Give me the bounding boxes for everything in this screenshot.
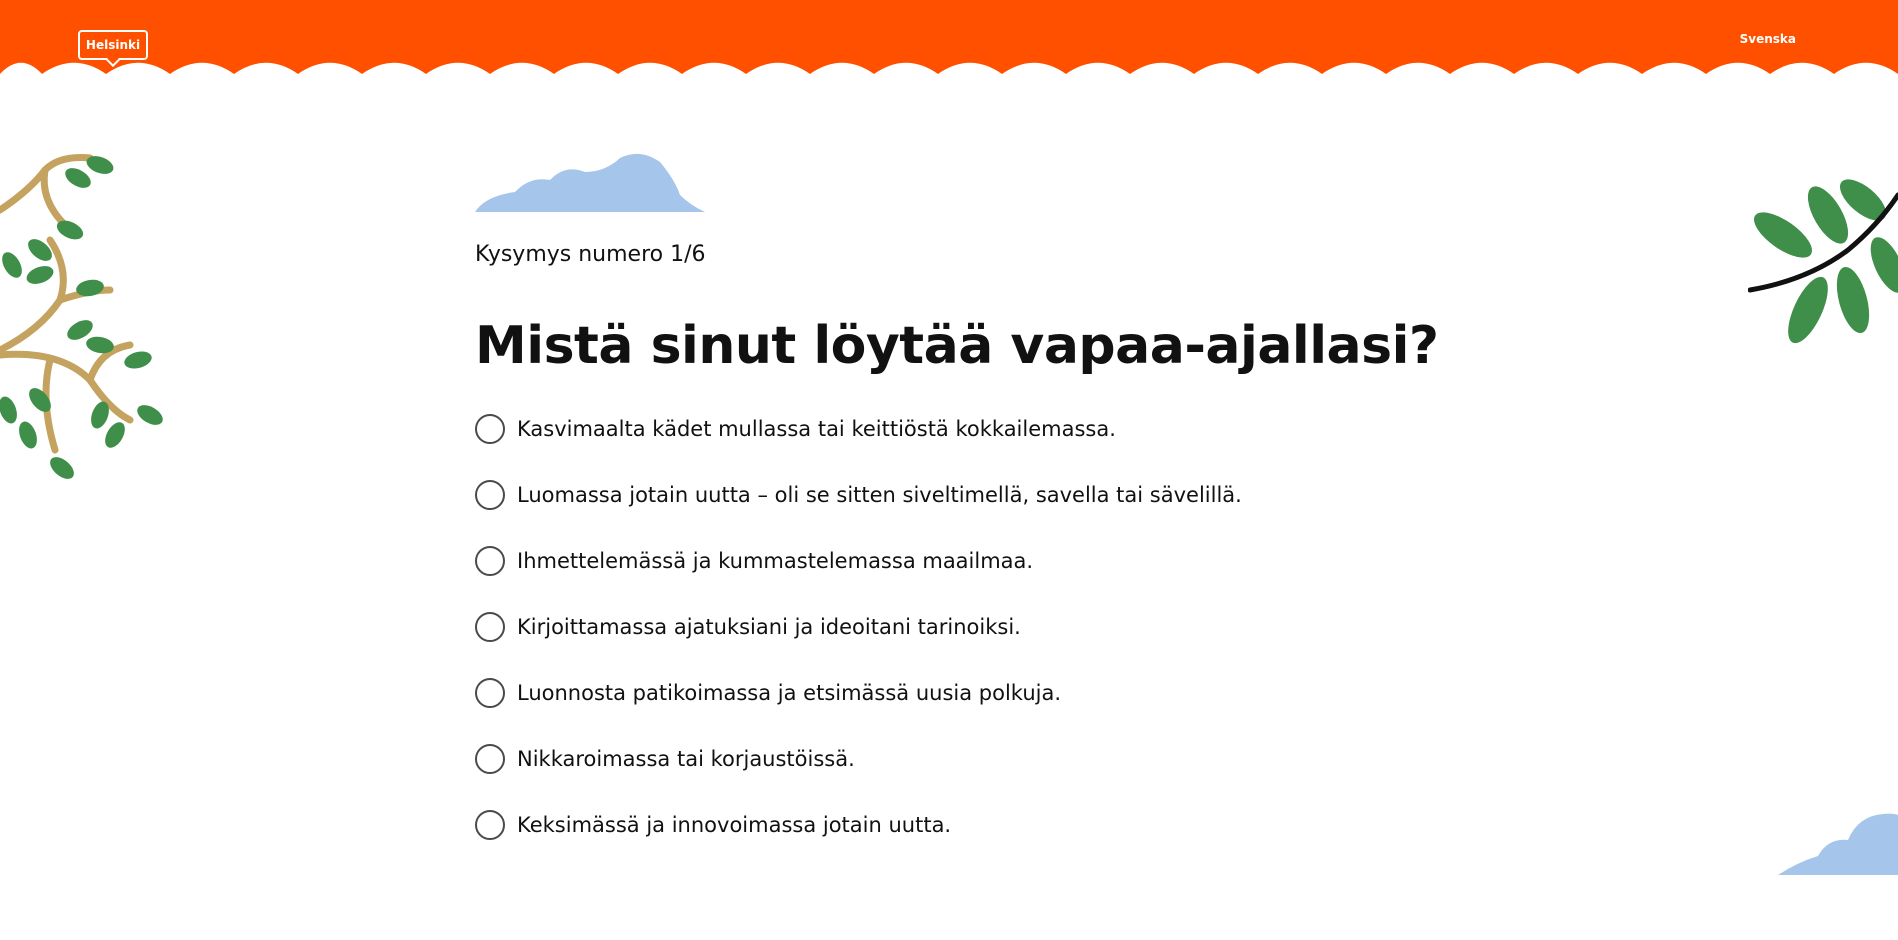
- answer-option-label: Luonnosta patikoimassa ja etsimässä uusia polkuja.: [517, 680, 1062, 705]
- right-branch-decoration: [1748, 175, 1898, 365]
- radio-button[interactable]: [475, 678, 505, 708]
- question-counter: Kysymys numero 1/6: [475, 242, 706, 267]
- header-wave-background: [0, 0, 1898, 92]
- radio-button[interactable]: [475, 612, 505, 642]
- radio-button[interactable]: [475, 810, 505, 840]
- answer-option[interactable]: [475, 594, 1475, 660]
- radio-button[interactable]: [475, 480, 505, 510]
- answer-option[interactable]: [475, 462, 1475, 528]
- site-header: [0, 0, 1898, 92]
- answer-option[interactable]: [475, 792, 1475, 858]
- answer-option[interactable]: [475, 660, 1475, 726]
- answer-option-label: Nikkaroimassa tai korjaustöissä.: [517, 746, 855, 771]
- quiz-content: [475, 150, 1475, 858]
- answer-option[interactable]: [475, 726, 1475, 792]
- helsinki-logo[interactable]: Helsinki: [78, 30, 148, 60]
- cloud-illustration: [475, 150, 705, 212]
- answer-option[interactable]: [475, 396, 1475, 462]
- question-title: Mistä sinut löytää vapaa-ajallasi?: [475, 316, 1439, 376]
- answer-options: [475, 396, 1475, 858]
- answer-option-label: Luomassa jotain uutta – oli se sitten siveltimellä, savella tai sävelillä.: [517, 482, 1242, 507]
- answer-option-label: Kasvimaalta kädet mullassa tai keittiöstä kokkailemassa.: [517, 416, 1116, 441]
- answer-option[interactable]: [475, 528, 1475, 594]
- bottom-right-cloud-decoration: [1778, 810, 1898, 875]
- answer-option-label: Kirjoittamassa ajatuksiani ja ideoitani tarinoiksi.: [517, 614, 1021, 639]
- language-switch-link[interactable]: Svenska: [1739, 32, 1796, 46]
- answer-option-label: Keksimässä ja innovoimassa jotain uutta.: [517, 812, 952, 837]
- answer-option-label: Ihmettelemässä ja kummastelemassa maailmaa.: [517, 548, 1034, 573]
- radio-button[interactable]: [475, 744, 505, 774]
- radio-button[interactable]: [475, 546, 505, 576]
- left-tree-decoration: [0, 150, 175, 485]
- radio-button[interactable]: [475, 414, 505, 444]
